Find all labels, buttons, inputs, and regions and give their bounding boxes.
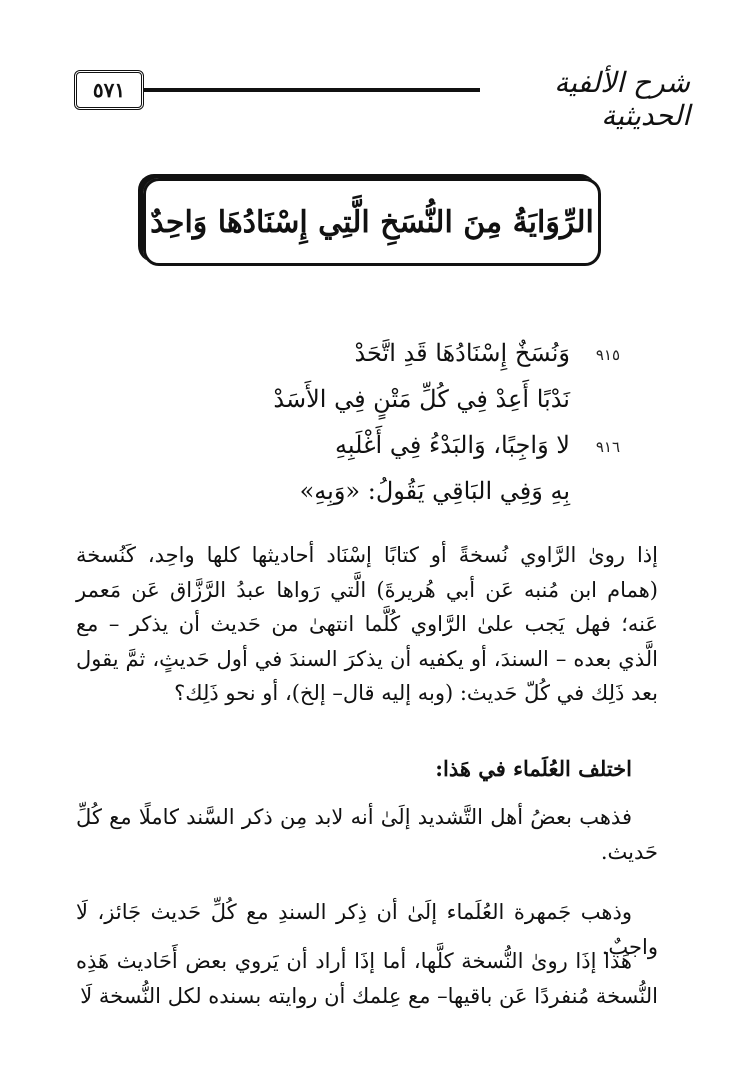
paragraph-intro: إذا روىٰ الرَّاوي نُسخةً أو كتابًا إسْنَاد أحاديثها كلها واحِد، كَنُسخة (همام ابن مُنبه عَن أبي هُريرةَ) الَّتي رَواها عبدُ الرَّزَّاق عَن مَعمر عَنه؛ فهل يَجب علىٰ الرَّاوي كُلَّما انتهىٰ من حَديث أن يذكر – مع الَّذي بعده – السندَ، أو يكفيه أن يذكرَ السندَ في أول حَديثٍ، ثمَّ يقول بعد ذَلِك في كُلّ حَديث: (وبه إليه قال– إلخ)، أو نحو ذَلِك؟ bbox=[76, 543, 658, 705]
page-number-box bbox=[74, 70, 144, 110]
book-title: شرح الألفية الحديثية bbox=[554, 66, 690, 132]
page-number: ٥٧١ bbox=[92, 78, 126, 102]
paragraph-majority-view: وذهب جَمهرة العُلَماء إلَىٰ أن ذِكر السندِ مع كُلِّ حَديث جَائز، لَا واجبٌ. bbox=[76, 900, 658, 959]
verse-line bbox=[80, 330, 620, 376]
chapter-title-box bbox=[143, 178, 601, 266]
chapter-title: الرِّوَايَةُ مِنَ النُّسَخِ الَّتِي إِسْنَادُهَا وَاحِدٌ bbox=[150, 204, 594, 240]
verse-line bbox=[80, 376, 620, 422]
verse-line bbox=[80, 422, 620, 468]
verse-text: وَنُسَخٌ إِسْنَادُهَا قَدِ اتَّحَدْ bbox=[354, 339, 570, 367]
verse-line bbox=[80, 468, 620, 514]
header-rule bbox=[144, 88, 480, 92]
verse-text: نَدْبًا أَعِدْ فِي كُلِّ مَتْنٍ فِي الأَسَدْ bbox=[273, 385, 570, 413]
verse-number: ٩١٥ bbox=[595, 346, 620, 364]
page-header bbox=[70, 62, 690, 132]
paragraph-partial-narration: هَذا إذَا روىٰ النُّسخة كلَّها، أما إذَا أراد أن يَروي بعض أَحَاديث هَذِه النُّسخة مُنفردًا عَن باقيها– مع عِلمك أن روايته بسنده لكل النُّسخة لَا bbox=[76, 949, 658, 1008]
verse-text: بِهِ وَفِي البَاقِي يَقُولُ: «وَبِهِ» bbox=[299, 477, 570, 505]
verse-text: لا وَاجِبًا، وَالبَدْءُ فِي أَغْلَبِهِ bbox=[334, 431, 570, 459]
verse-block bbox=[80, 330, 620, 514]
section-heading: اختلف العُلَماء في هَذا: bbox=[435, 756, 632, 781]
verse-number: ٩١٦ bbox=[595, 438, 620, 456]
paragraph-strict-view: فذهب بعضُ أهل التَّشديد إلَىٰ أنه لابد مِن ذكر السَّند كاملًا مع كُلِّ حَديث. bbox=[76, 805, 658, 864]
